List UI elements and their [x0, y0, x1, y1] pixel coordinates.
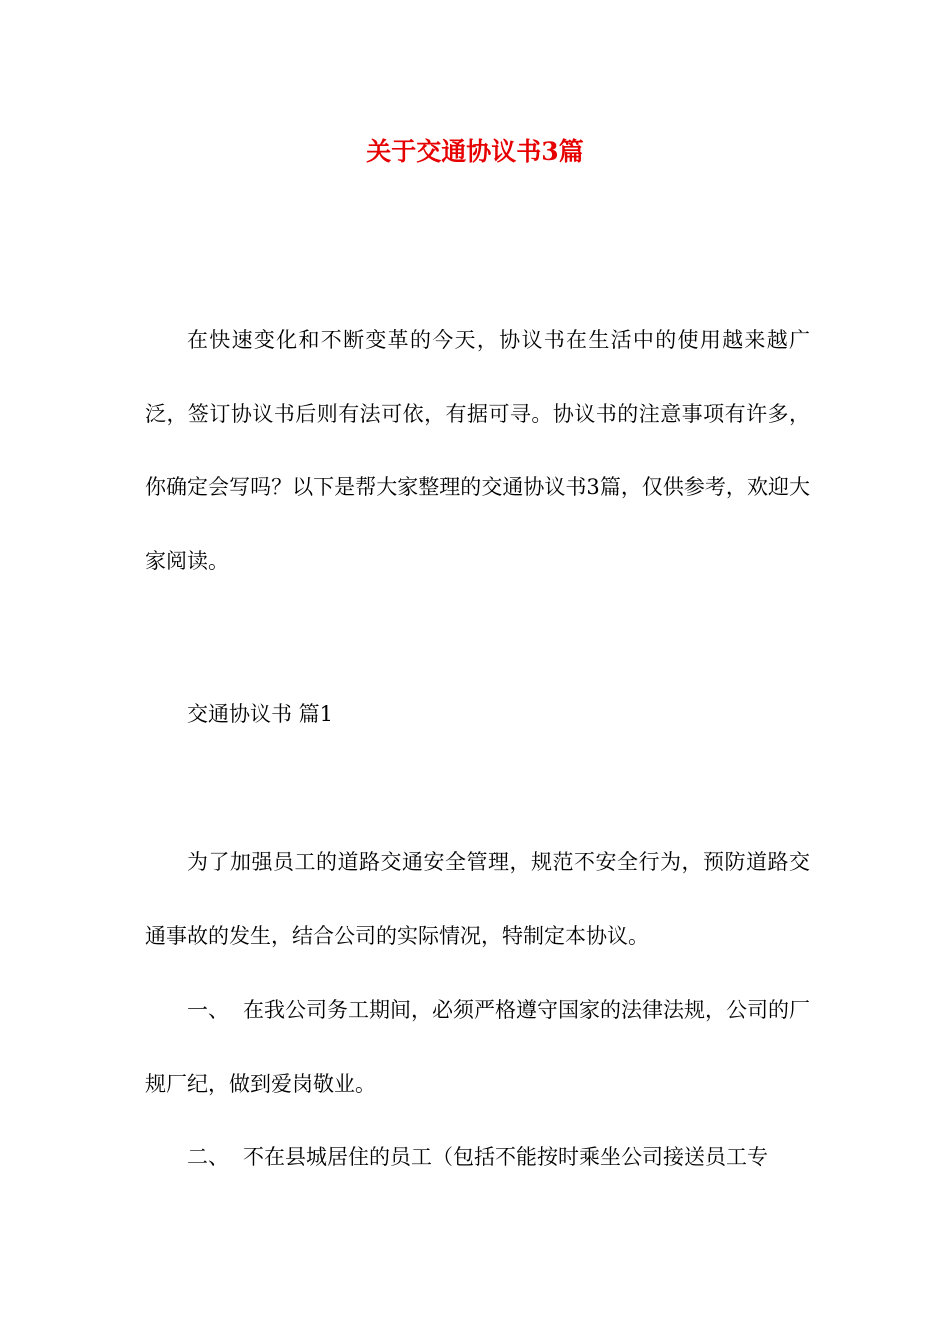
- clause-text: 在我公司务工期间，必须严格遵守国家的法律法规，公司的厂规厂纪，做到爱岗敬业。: [145, 998, 810, 1096]
- intro-paragraph: 在快速变化和不断变革的今天，协议书在生活中的使用越来越广泛，签订协议书后则有法可依，有据可寻。协议书的注意事项有许多，你确定会写吗？以下是帮大家整理的交通协议书3篇，仅供参考，欢迎大家阅读。: [145, 328, 810, 573]
- body-paragraph: 为了加强员工的道路交通安全管理，规范不安全行为，预防道路交通事故的发生，结合公司的实际情况，特制定本协议。: [145, 850, 810, 948]
- clause-item-2: [145, 1121, 810, 1195]
- clause-number: 二、: [187, 1145, 229, 1169]
- clause-text: 不在县城居住的员工（包括不能按时乘坐公司接送员工专: [243, 1145, 768, 1169]
- clause-item-1: [145, 974, 810, 1121]
- section-heading: 交通协议书 篇1: [187, 702, 334, 726]
- document-title: 关于交通协议书3篇: [366, 137, 584, 166]
- clause-number: 一、: [187, 998, 229, 1022]
